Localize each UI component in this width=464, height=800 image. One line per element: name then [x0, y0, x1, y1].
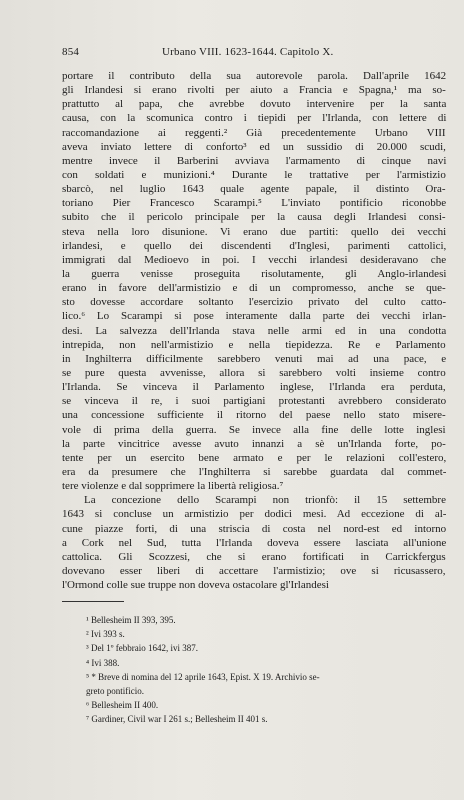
text-line: subito che il pericolo principale per la causa degli Irlandesi consi-	[62, 211, 446, 224]
text-line: mentre invece il Barberini avviava l'armamento di cinque navi	[62, 154, 447, 167]
text-line: La concezione dello Scarampi non trionfò: il 15 settembre	[84, 494, 446, 507]
text-line: steva nella loro disunione. Vi erano due partiti: quello dei vecchi	[62, 225, 447, 238]
text-line: sto dovesse accordare soltanto l'esercizio privato del culto catto-	[62, 296, 446, 309]
page-number: 854	[62, 46, 80, 58]
text-line: desi. La salvezza dell'Irlanda stava nelle armi ed in una condotta	[62, 324, 447, 337]
text-line: l'Ormond colle sue truppe non doveva ostacolare gl'Irlandesi	[62, 579, 329, 592]
running-title: Urbano VIII. 1623-1644. Capitolo X.	[162, 46, 334, 58]
main-text	[62, 69, 446, 592]
text-line: vole di prima della guerra. Se invece alla fine delle lotte inglesi	[62, 423, 446, 436]
text-line: immigrati dal Medioevo in poi. I vecchi irlandesi desideravano che	[62, 253, 447, 266]
text-line: aveva inviato lettere di conforto³ ed un sussidio di 20.000 scudi,	[62, 140, 446, 153]
footnote-line: ⁵ * Breve di nomina del 12 aprile 1643, Epist. X 19. Archivio se-	[86, 671, 320, 682]
text-line: una concessione sufficiente il ritorno del paese nello stato misere-	[62, 409, 446, 422]
text-line: portare il contributo della sua autorevole parola. Dall'aprile 1642	[62, 70, 447, 82]
footnote-line: ⁷ Gardiner, Civil war I 261 s.; Bellesheim II 401 s.	[86, 714, 268, 725]
footnote-line: ⁶ Bellesheim II 400.	[86, 700, 159, 711]
text-line: 1643 si concluse un armistizio per dodici mesi. Ad eccezione di al-	[62, 508, 447, 521]
text-line: la guerra venisse proseguita risolutamente, gli Anglo-irlandesi	[62, 267, 447, 280]
text-line: cune piazze forti, di una striscia di costa nel nord-est ed intorno	[62, 522, 447, 535]
text-line: con soldati e munizioni.⁴ Durante le trattative per l'armistizio	[62, 168, 446, 181]
text-line: dovevano esser liberi di accettare l'armistizio; ove si ricusassero,	[62, 564, 446, 577]
text-line: cattolica. Gli Scozzesi, che si erano fortificati in Carrickfergus	[62, 550, 446, 563]
text-line: in Inghilterra difficilmente sarebbero venuti mai ad una pace, e	[62, 352, 447, 365]
text-line: erano in favore dell'armistizio e di un compromesso, anche se que-	[62, 282, 446, 295]
text-line: lico.⁶ Lo Scarampi si pose interamente dalla parte dei vecchi irlan-	[62, 310, 447, 323]
text-line: gli Irlandesi si erano rivolti per aiuto a Francia e Spagna,¹ ma so-	[62, 84, 446, 97]
text-line: se pure questa avvenisse, allora si sarebbero volti insieme contro	[62, 366, 446, 379]
text-line: toriano Pier Francesco Scarampi.⁵ L'inviato pontificio riconobbe	[62, 197, 447, 210]
text-line: causa, con la scomunica contro i tiepidi per l'Irlanda, con lettere di	[62, 112, 447, 125]
text-line: a Cork nel Sud, tutta l'Irlanda doveva essere lasciata all'unione	[62, 536, 447, 549]
footnote-line: ³ Del 1º febbraio 1642, ivi 387.	[86, 643, 198, 654]
text-line: tente per un esercito bene armato e per le relazioni coll'estero,	[62, 451, 447, 464]
footnotes	[86, 613, 446, 727]
footnote-line: greto pontificio.	[86, 685, 144, 696]
footnote-line: ⁴ Ivi 388.	[86, 657, 120, 668]
text-line: prattutto al papa, che avrebbe dovuto intervenire per la santa	[62, 98, 447, 111]
footnote-line: ² Ivi 393 s.	[86, 629, 125, 640]
text-line: era da presumere che l'Inghilterra si sarebbe guardata dal commet-	[62, 465, 447, 478]
text-line: intrepida, non nell'armistizio e nella tiepidezza. Re e Parlamento	[62, 338, 446, 351]
text-line: tere violenze e dal sopprimere la libertà religiosa.⁷	[62, 480, 284, 493]
text-line: raccomandazione ai reggenti.² Già precedentemente Urbano VIII	[62, 126, 446, 139]
text-line: la parte vincitrice avesse avuto innanzi a sè un'Irlanda forte, po-	[62, 437, 446, 450]
footnote-rule	[62, 601, 124, 602]
text-line: se vinceva il re, i suoi partigiani protestanti avrebbero considerato	[62, 395, 447, 408]
text-line: sbarcò, nel luglio 1643 quale agente papale, il distinto Ora-	[62, 183, 446, 196]
text-line: irlandesi, e quello dei discendenti d'Inglesi, parimenti cattolici,	[62, 239, 447, 252]
text-line: l'Irlanda. Se vinceva il Parlamento inglese, l'Irlanda era perduta,	[62, 381, 446, 394]
footnote-line: ¹ Bellesheim II 393, 395.	[86, 615, 176, 625]
